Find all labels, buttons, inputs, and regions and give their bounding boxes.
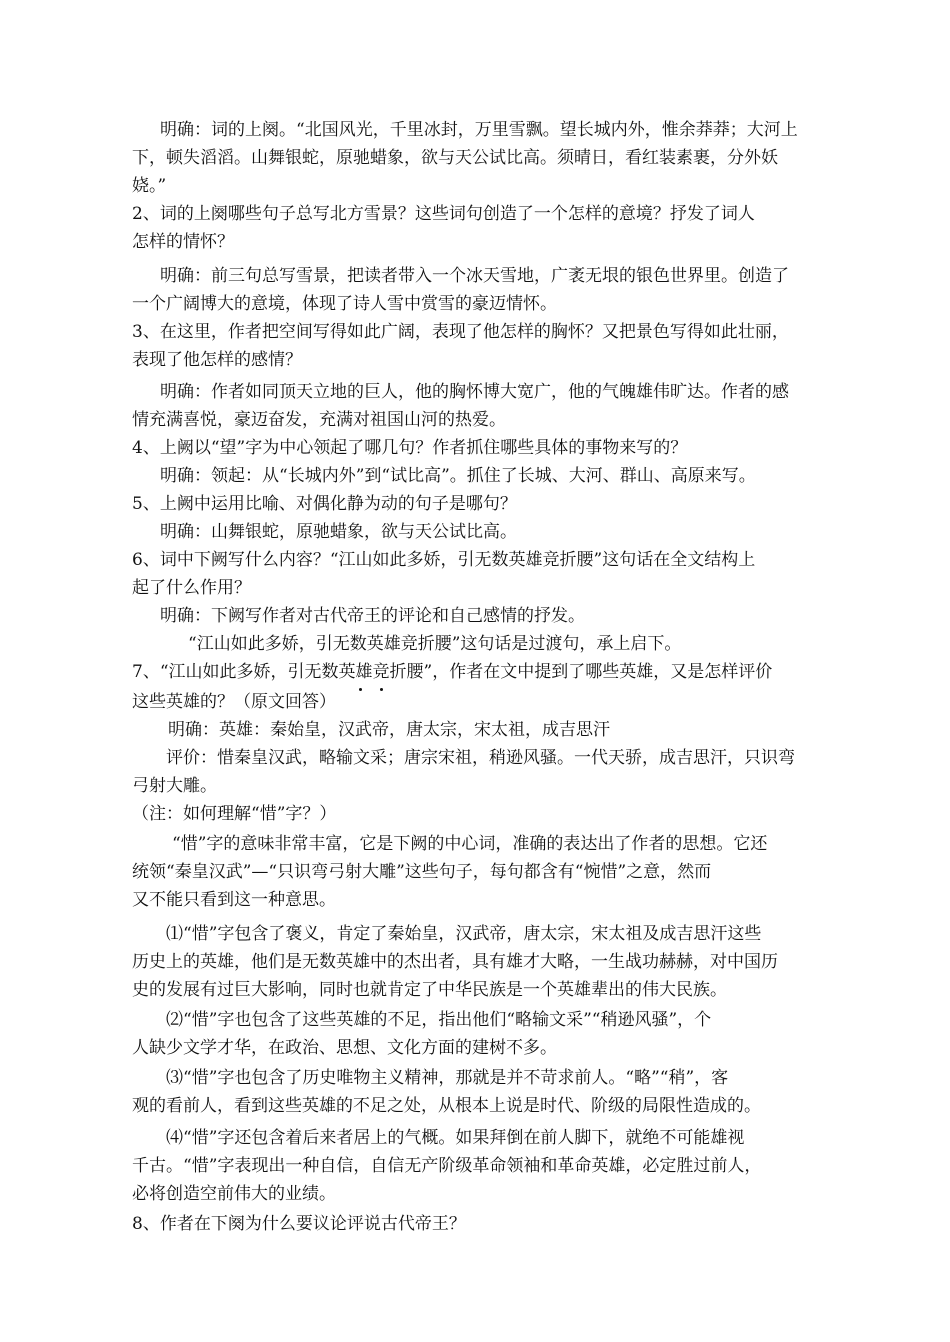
text-line: ⑵“惜”字也包含了这些英雄的不足，指出他们“略输文采”“稍逊风骚”，个 xyxy=(166,1010,712,1030)
text-line: 历史上的英雄，他们是无数英雄中的杰出者，具有雄才大略，一生战功赫赫，对中国历 xyxy=(132,952,778,972)
text-line: 明确：前三句总写雪景，把读者带入一个冰天雪地，广袤无垠的银色世界里。创造了 xyxy=(160,266,789,286)
text-line: 弓射大雕。 xyxy=(132,776,217,796)
question-line: 起了什么作用？ xyxy=(132,578,251,598)
text-line: 明确：作者如同顶天立地的巨人，他的胸怀博大宽广，他的气魄雄伟旷达。作者的感 xyxy=(160,382,789,402)
question-line: 3、在这里，作者把空间写得如此广阔，表现了他怎样的胸怀？又把景色写得如此壮丽， xyxy=(132,322,789,342)
text-line: 统领“秦皇汉武”—“只识弯弓射大雕”这些句子，每句都含有“惋惜”之意，然而 xyxy=(132,862,712,882)
question-line: 7、“江山如此多娇，引无数英雄竞折腰”，作者在文中提到了哪些英雄，又是怎样评价 xyxy=(132,662,773,682)
text-line: 娆。” xyxy=(132,176,167,196)
text-line: 明确：英雄：秦始皇，汉武帝，唐太宗，宋太祖，成吉思汗 xyxy=(168,720,610,740)
question-line: 这些英雄的？（原文回答） xyxy=(132,692,336,712)
question-line: 6、词中下阙写什么内容？“江山如此多娇，引无数英雄竞折腰”这句话在全文结构上 xyxy=(132,550,756,570)
text-line: ⑴“惜”字包含了褒义，肯定了秦始皇，汉武帝，唐太宗，宋太祖及成吉思汗这些 xyxy=(166,924,762,944)
text-line: “惜”字的意味非常丰富，它是下阙的中心词，准确的表达出了作者的思想。它还 xyxy=(172,834,768,854)
text-line: 史的发展有过巨大影响，同时也就肯定了中华民族是一个英雄辈出的伟大民族。 xyxy=(132,980,727,1000)
text-line: 明确：领起：从“长城内外”到“试比高”。抓住了长城、大河、群山、高原来写。 xyxy=(160,466,756,486)
text-line: 情充满喜悦，豪迈奋发，充满对祖国山河的热爱。 xyxy=(132,410,506,430)
emphasis-dot xyxy=(359,688,362,691)
question-line: 8、作者在下阕为什么要议论评说古代帝王？ xyxy=(132,1214,466,1234)
text-line: 明确：词的上阕。“北国风光，千里冰封，万里雪飘。望长城内外，惟余莽莽；大河上 xyxy=(160,120,798,140)
text-line: 评价：惜秦皇汉武，略输文采；唐宗宋祖，稍逊风骚。一代天骄，成吉思汗，只识弯 xyxy=(166,748,795,768)
text-line: 又不能只看到这一种意思。 xyxy=(132,890,336,910)
question-line: 4、上阙以“望”字为中心领起了哪几句？作者抓住哪些具体的事物来写的？ xyxy=(132,438,688,458)
text-line: 人缺少文学才华，在政治、思想、文化方面的建树不多。 xyxy=(132,1038,557,1058)
text-line: ⑶“惜”字也包含了历史唯物主义精神，那就是并不苛求前人。“略”“稍”，客 xyxy=(166,1068,729,1088)
note-line: （注：如何理解“惜”字？） xyxy=(132,804,337,824)
question-line: 怎样的情怀？ xyxy=(132,232,234,252)
question-line: 2、词的上阕哪些句子总写北方雪景？这些词句创造了一个怎样的意境？抒发了词人 xyxy=(132,204,755,224)
emphasis-dot xyxy=(380,688,383,691)
text-line: ⑷“惜”字还包含着后来者居上的气概。如果拜倒在前人脚下，就绝不可能雄视 xyxy=(166,1128,745,1148)
text-line: 观的看前人，看到这些英雄的不足之处，从根本上说是时代、阶级的局限性造成的。 xyxy=(132,1096,761,1116)
text-line: 明确：山舞银蛇，原驰蜡象，欲与天公试比高。 xyxy=(160,522,517,542)
text-line: 千古。“惜”字表现出一种自信，自信无产阶级革命领袖和革命英雄，必定胜过前人， xyxy=(132,1156,762,1176)
text-line: 一个广阔博大的意境，体现了诗人雪中赏雪的豪迈情怀。 xyxy=(132,294,557,314)
question-line: 表现了他怎样的感情？ xyxy=(132,350,302,370)
text-line: 下，顿失滔滔。山舞银蛇，原驰蜡象，欲与天公试比高。须晴日，看红装素裹，分外妖 xyxy=(132,148,778,168)
question-line: 5、上阙中运用比喻、对偶化静为动的句子是哪句？ xyxy=(132,494,517,514)
text-line: 必将创造空前伟大的业绩。 xyxy=(132,1184,336,1204)
text-line: “江山如此多娇，引无数英雄竞折腰”这句话是过渡句，承上启下。 xyxy=(188,634,682,654)
text-line: 明确：下阙写作者对古代帝王的评论和自己感情的抒发。 xyxy=(160,606,585,626)
